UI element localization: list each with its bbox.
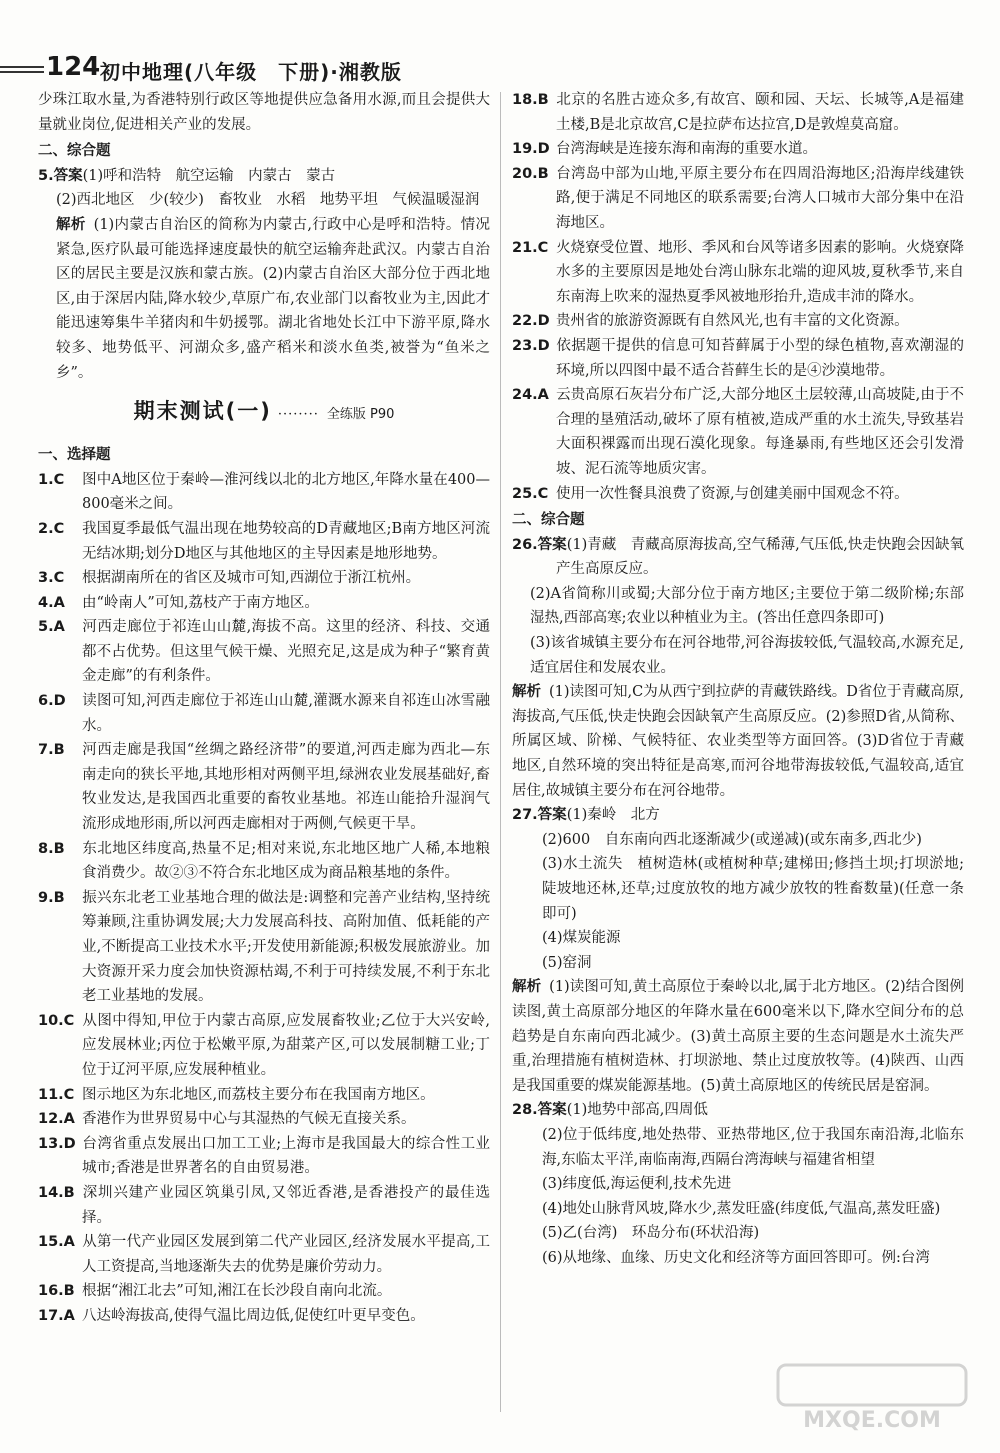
left-item xyxy=(38,689,490,738)
right-item xyxy=(512,334,964,383)
answer-text: 香港作为世界贸易中心与其湿热的气候无直接关系。 xyxy=(82,1111,416,1128)
exam-dots: ········ xyxy=(277,407,319,423)
left-item xyxy=(38,615,490,689)
right-item xyxy=(512,137,964,162)
q28-answer-3: (3)纬度低,海运便利,技术先进 xyxy=(542,1176,732,1193)
left-item xyxy=(38,1107,490,1132)
answer-text: 根据湖南所在的省区及城市可知,西湖位于浙江杭州。 xyxy=(82,570,421,587)
exam-reference: 全练版 P90 xyxy=(326,407,395,423)
watermark-logo xyxy=(772,1361,972,1435)
answer-number: 13.D xyxy=(38,1135,76,1152)
answer-text: 依据题干提供的信息可知苔藓属于小型的绿色植物,喜欢潮湿的环境,所以四图中最不适合苔藓生长的是④沙漠地带。 xyxy=(556,337,964,379)
answer-number: 3.C xyxy=(38,570,65,587)
q5-answer-1: (1)呼和浩特 航空运输 内蒙古 蒙古 xyxy=(82,167,336,184)
q26-number: 26.答案 xyxy=(512,536,567,553)
answer-number: 20.B xyxy=(512,165,549,182)
q27-analysis-label: 解析 xyxy=(512,979,542,996)
left-item xyxy=(38,1304,490,1329)
right-answer-list xyxy=(512,88,964,506)
right-column xyxy=(512,88,964,1271)
answer-text: 北京的名胜古迹众多,有故宫、颐和园、天坛、长城等,A是福建土楼,B是北京故宫,C是拉萨布达拉宫,D是敦煌莫高窟。 xyxy=(556,92,964,133)
q5-answer-2: (2)西北地区 少(较少) 畜牧业 水稻 地势平坦 气候温暖湿润 xyxy=(56,192,480,209)
book-title: 初中地理(八年级 下册)·湘教版 xyxy=(100,60,402,84)
answer-text: 深圳兴建产业园区筑巢引凤,又邻近香港,是香港投产的最佳选择。 xyxy=(82,1184,490,1226)
q5-analysis-label: 解析 xyxy=(56,216,86,233)
exam-heading xyxy=(38,399,490,435)
left-item xyxy=(38,1132,490,1181)
q28-answer-1: (1)地势中部高,四周低 xyxy=(566,1102,708,1119)
answer-number: 17.A xyxy=(38,1307,75,1324)
q26-answer-2: (2)A省简称川或蜀;大部分位于南方地区;主要位于第二级阶梯;东部湿热,西部高寒;农业以种植业为主。(答出任意四条即可) xyxy=(530,585,964,627)
answer-text: 台湾海峡是连接东海和南海的重要水道。 xyxy=(556,141,817,158)
intro-paragraph: 少珠江取水量,为香港特别行政区等地提供应急备用水源,而且会提供大量就业岗位,促进相关产业的发展。 xyxy=(38,92,490,133)
left-item xyxy=(38,591,490,616)
answer-text: 云贵高原石灰岩分布广泛,大部分地区土层较薄,山高坡陡,由于不合理的垦殖活动,破坏了原有植被,造成严重的水土流失,导致基岩大面积裸露而出现石漠化现象。每逢暴雨,有些地区还会引发滑坡、泥石流等地质灾害。 xyxy=(556,387,964,477)
exam-title: 期末测试(一) xyxy=(133,399,272,424)
left-item xyxy=(38,1083,490,1108)
q28-number: 28.答案 xyxy=(512,1102,567,1119)
left-item xyxy=(38,886,490,1009)
q27-answer-4: (4)煤炭能源 xyxy=(542,930,621,947)
q26-answer xyxy=(512,533,964,582)
left-item xyxy=(38,738,490,836)
q28-answer-2: (2)位于低纬度,地处热带、亚热带地区,位于我国东南沿海,北临东海,东临太平洋,南临南海,西隔台湾海峡与福建省相望 xyxy=(542,1126,964,1168)
right-item xyxy=(512,236,964,310)
q28-answer-5: (5)乙(台湾) 环岛分布(环状沿海) xyxy=(542,1225,760,1242)
answer-text: 读图可知,河西走廊位于祁连山山麓,灌溉水源来自祁连山冰雪融水。 xyxy=(82,693,490,734)
q28-answer-6: (6)从地缘、血缘、历史文化和经济等方面回答即可。例:台湾 xyxy=(542,1249,930,1266)
q26-analysis xyxy=(512,680,964,803)
section-choice-heading: 一、选择题 xyxy=(38,447,111,464)
answer-number: 16.B xyxy=(38,1283,75,1300)
answer-number: 24.A xyxy=(512,387,549,404)
right-item xyxy=(512,162,964,236)
answer-number: 4.A xyxy=(38,594,65,611)
answer-text: 八达岭海拔高,使得气温比周边低,促使红叶更早变色。 xyxy=(82,1307,425,1324)
answer-text: 从图中得知,甲位于内蒙古高原,应发展畜牧业;乙位于大兴安岭,应发展林业;丙位于松嫩平原,为甜菜产区,可以发展制糖工业;丁位于辽河平原,应发展种植业。 xyxy=(82,1012,490,1078)
left-item xyxy=(38,517,490,566)
right-item xyxy=(512,482,964,507)
answer-text: 由“岭南人”可知,荔枝产于南方地区。 xyxy=(82,594,319,611)
svg-text:MXQE.COM: MXQE.COM xyxy=(803,1408,941,1433)
answer-number: 25.C xyxy=(512,485,549,502)
left-item xyxy=(38,837,490,886)
q27-answer-2: (2)600 自东南向西北逐渐减少(或递减)(或东南多,西北少) xyxy=(542,831,922,848)
q26-analysis-label: 解析 xyxy=(512,684,542,701)
answer-number: 15.A xyxy=(38,1234,75,1251)
q5-analysis xyxy=(38,213,490,385)
right-item xyxy=(512,309,964,334)
answer-text: 振兴东北老工业基地合理的做法是:调整和完善产业结构,坚持统筹兼顾,注重协调发展;大力发展高科技、高附加值、低耗能的产业,不断提高工业技术水平;开发使用新能源;积极发展旅游业。加大资源开采力度会加快资源枯竭,不利于可持续发展,不利于东北老工业基地的发展。 xyxy=(82,889,490,1005)
q28-answer-4: (4)地处山脉背风坡,降水少,蒸发旺盛(纬度低,气温高,蒸发旺盛) xyxy=(542,1200,941,1217)
answer-text: 河西走廊是我国“丝绸之路经济带”的要道,河西走廊为西北—东南走向的狭长平地,其地形相对两侧平坦,绿洲农业发展基础好,畜牧业发达,是我国西北重要的畜牧业基地。祁连山能拾升湿润气流形成地形雨,所以河西走廊相对于两侧,气候更干旱。 xyxy=(82,742,490,833)
answer-text: 东北地区纬度高,热量不足;相对来说,东北地区地广人稀,本地粮食消费少。故②③不符合东北地区成为商品粮基地的条件。 xyxy=(82,840,490,882)
answer-number: 1.C xyxy=(38,471,65,488)
left-item xyxy=(38,1230,490,1279)
q27-answer-5: (5)窑洞 xyxy=(542,954,592,971)
left-item xyxy=(38,1009,490,1083)
left-item xyxy=(38,468,490,517)
answer-text: 我国夏季最低气温出现在地势较高的D青藏地区;B南方地区河流无结冰期;划分D地区与其他地区的主导因素是地形地势。 xyxy=(82,520,490,562)
answer-text: 河西走廊位于祁连山山麓,海拔不高。这里的经济、科技、交通都不占优势。但这里气候干燥、光照充足,这是成为种子“繁育黄金走廊”的有利条件。 xyxy=(82,619,490,685)
answer-text: 贵州省的旅游资源既有自然风光,也有丰富的文化资源。 xyxy=(556,313,909,330)
answer-number: 10.C xyxy=(38,1012,75,1029)
answer-text: 台湾省重点发展出口加工工业;上海市是我国最大的综合性工业城市;香港是世界著名的自由贸易港。 xyxy=(82,1135,490,1177)
answer-number: 21.C xyxy=(512,239,549,256)
answer-number: 11.C xyxy=(38,1086,75,1103)
answer-number: 8.B xyxy=(38,840,65,857)
section-comprehensive-heading: 二、综合题 xyxy=(38,143,111,160)
answer-number: 14.B xyxy=(38,1184,75,1201)
answer-number: 18.B xyxy=(512,92,549,108)
page-number: 124 xyxy=(46,52,101,82)
q28-answer xyxy=(512,1098,964,1123)
answer-text: 图中A地区位于秦岭—淮河线以北的北方地区,年降水量在400—800毫米之间。 xyxy=(82,471,490,513)
right-item xyxy=(512,383,964,481)
q27-number: 27.答案 xyxy=(512,807,567,824)
column-divider xyxy=(500,92,501,1412)
answer-text: 图示地区为东北地区,而荔枝主要分布在我国南方地区。 xyxy=(82,1086,435,1103)
section-comprehensive-heading-2: 二、综合题 xyxy=(512,512,585,529)
answer-number: 19.D xyxy=(512,141,550,158)
q26-answer-3: (3)该省城镇主要分布在河谷地带,河谷海拔较低,气温较高,水源充足,适宜居住和发展农业。 xyxy=(530,635,964,676)
answer-text: 使用一次性餐具浪费了资源,与创建美丽中国观念不符。 xyxy=(556,485,909,502)
answer-text: 火烧寮受位置、地形、季风和台风等诸多因素的影响。火烧寮降水多的主要原因是地处台湾山脉东北端的迎风坡,夏秋季节,来自东南海上吹来的湿热夏季风被地形抬升,造成丰沛的降水。 xyxy=(556,239,964,305)
q5-answer xyxy=(38,164,490,189)
answer-number: 2.C xyxy=(38,520,65,537)
left-column xyxy=(38,88,490,1329)
q27-analysis-text: (1)读图可知,黄土高原位于秦岭以北,属于北方地区。(2)结合图例读图,黄土高原部分地区的年降水量在600毫米以下,降水空间分布的总趋势是自东南向西北减少。(3)黄土高原主要的生态问题是水土流失严重,治理措施有植树造林、打坝淤地、禁止过度放牧等。(4)陕西、山西是我国重要的煤炭能源基地。(5)黄土高原地区的传统民居是窑洞。 xyxy=(512,979,965,1094)
answer-number: 7.B xyxy=(38,742,65,759)
left-item xyxy=(38,566,490,591)
right-item xyxy=(512,88,964,137)
q27-answer-3: (3)水土流失 植树造林(或植树种草;建梯田;修挡土坝;打坝淤地;陡坡地还林,还草;过度放牧的地方减少放牧的牲畜数量)(任意一条即可) xyxy=(542,856,964,922)
answer-text: 从第一代产业园区发展到第二代产业园区,经济发展水平提高,工人工资提高,当地逐渐失去的优势是廉价劳动力。 xyxy=(82,1234,490,1275)
left-item xyxy=(38,1181,490,1230)
header-decoration xyxy=(0,66,44,76)
answer-number: 23.D xyxy=(512,337,550,354)
answer-number: 5.A xyxy=(38,619,65,636)
q5-number: 5.答案 xyxy=(38,167,83,184)
q26-answer-1: (1)青藏 青藏高原海拔高,空气稀薄,气压低,快走快跑会因缺氧产生高原反应。 xyxy=(556,536,964,578)
left-item xyxy=(38,1279,490,1304)
q5-analysis-text: (1)内蒙古自治区的简称为内蒙古,行政中心是呼和浩特。情况紧急,医疗队最可能选择速度最快的航空运输奔赴武汉。内蒙古自治区的居民主要是汉族和蒙古族。(2)内蒙古自治区大部分位于西北地区,由于深居内陆,降水较少,草原广布,农业部门以畜牧业为主,因此才能迅速筹集牛羊猪肉和牛奶援鄂。湖北省地处长江中下游平原,降水较多、地势低平、河湖众多,盛产稻米和淡水鱼类,被誉为“鱼米之乡”。 xyxy=(56,216,490,381)
answer-text: 根据“湘江北去”可知,湘江在长沙段自南向北流。 xyxy=(82,1283,392,1300)
answer-number: 22.D xyxy=(512,313,550,330)
answer-number: 6.D xyxy=(38,693,66,710)
q27-analysis xyxy=(512,975,964,1098)
answer-number: 9.B xyxy=(38,889,65,906)
q27-answer xyxy=(512,803,964,828)
q27-answer-1: (1)秦岭 北方 xyxy=(566,807,660,824)
left-answer-list xyxy=(38,468,490,1329)
answer-number: 12.A xyxy=(38,1111,75,1128)
q26-analysis-text: (1)读图可知,C为从西宁到拉萨的青藏铁路线。D省位于青藏高原,海拔高,气压低,快走快跑会因缺氧产生高原反应。(2)参照D省,从简称、所属区域、阶梯、气候特征、农业类型等方面回答。(3)D省位于青藏地区,自然环境的突出特征是高寒,而河谷地带海拔较低,气温较高,适宜居住,故城镇主要分布在河谷地带。 xyxy=(512,684,965,799)
answer-text: 台湾岛中部为山地,平原主要分布在四周沿海地区;沿海岸线建铁路,便于满足不同地区的联系需要;台湾人口城市大部分集中在沿海地区。 xyxy=(556,165,964,231)
